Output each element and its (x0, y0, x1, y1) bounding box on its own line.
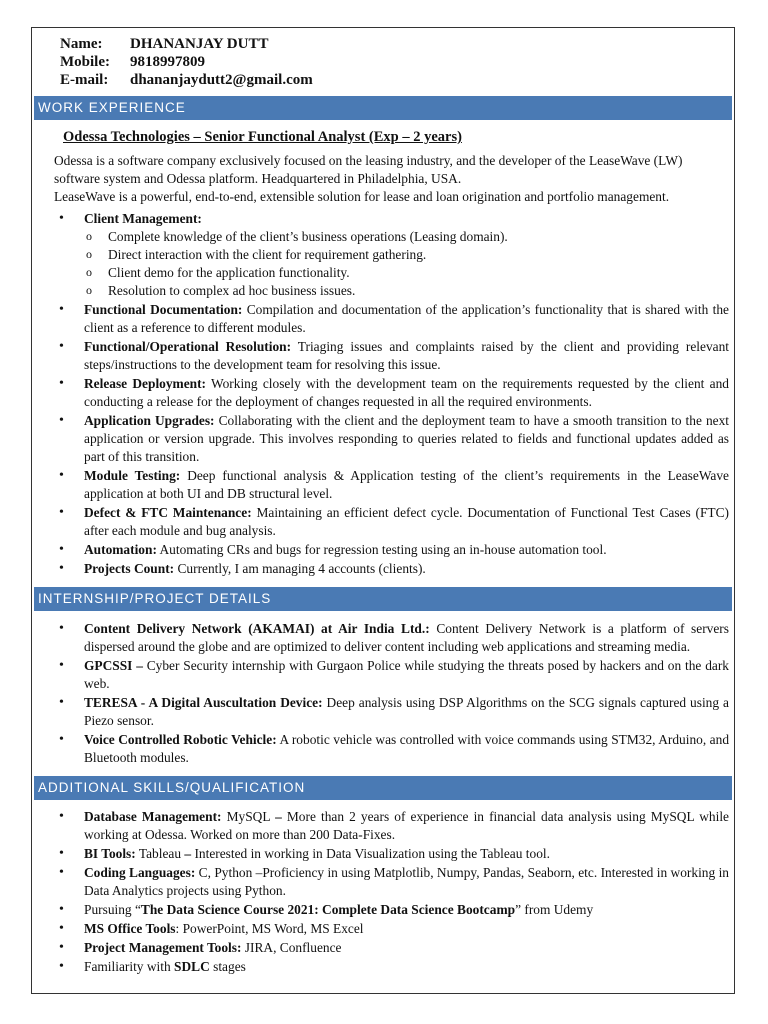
item-title: Coding Languages: (84, 865, 196, 880)
email-address: dhananjaydutt2@gmail.com (130, 72, 313, 88)
item-text: Interested in working in Data Visualization using the Tableau tool. (194, 846, 550, 861)
item-title: TERESA - A Digital Auscultation Device: (84, 695, 323, 710)
list-item (54, 808, 729, 844)
internship-section (54, 620, 729, 768)
item-text: C, Python –Proficiency in using Matplotlib, Numpy, Pandas, Seaborn, etc. Interested in working in Data Analytics projects using Python. (84, 865, 729, 898)
list-item (54, 864, 729, 900)
item-text: Automating CRs and bugs for regression testing using an in-house automation tool. (159, 542, 607, 557)
item-text: Cyber Security internship with Gurgaon Police while studying the threats posed by hackers and on the dark web. (84, 658, 729, 691)
list-item (54, 731, 729, 767)
internship-bullet-list (54, 620, 729, 767)
item-tool: MySQL (226, 809, 270, 824)
item-text: Deep functional analysis & Application testing of the client’s requirements in the LeaseWave application at both UI and DB structural level. (84, 468, 729, 501)
work-experience-heading: WORK EXPERIENCE (34, 96, 732, 120)
item-title: Voice Controlled Robotic Vehicle: (84, 732, 277, 747)
item-text: More than 2 years of experience in financial data analysis using MySQL while working at Odessa. Worked on more than 200 Data-Fixes. (84, 809, 729, 842)
mobile-number: 9818997809 (130, 54, 205, 70)
list-item (54, 920, 729, 938)
item-title: GPCSSI – (84, 658, 143, 673)
list-item (54, 620, 729, 656)
product-intro: LeaseWave is a powerful, end-to-end, extensible solution for lease and loan origination and portfolio management. (54, 189, 670, 204)
sub-item: o Resolution to complex ad hoc business issues. (84, 282, 729, 300)
sub-item: o Direct interaction with the client for requirement gathering. (84, 246, 729, 264)
item-title: Client Management: (84, 211, 202, 226)
skills-section (54, 808, 729, 977)
sub-item: o Client demo for the application functionality. (84, 264, 729, 282)
item-title: Content Delivery Network (AKAMAI) at Air India Ltd.: (84, 621, 430, 636)
item-dash: – (275, 809, 282, 824)
item-text: Compilation and documentation of the application’s functionality that is shared with the client as a reference to different modules. (84, 302, 729, 335)
skills-heading: ADDITIONAL SKILLS/QUALIFICATION (34, 776, 732, 800)
item-title: MS Office Tools (84, 921, 176, 936)
list-item (54, 560, 729, 578)
contact-block (60, 35, 313, 89)
company-intro: Odessa is a software company exclusively focused on the leasing industry, and the developer of the LeaseWave (LW) software system and Odessa platform. Headquartered in Philadelphia, USA. (54, 153, 683, 186)
list-item (54, 901, 729, 919)
list-item (54, 694, 729, 730)
item-title: Functional/Operational Resolution: (84, 339, 292, 354)
list-item (54, 338, 729, 374)
list-item (54, 541, 729, 559)
name-label: Name: (60, 36, 103, 52)
item-pre: Familiarity with (84, 959, 171, 974)
list-item (54, 412, 729, 466)
item-text: Collaborating with the client and the deployment team to have a smooth transition to the next application or version upgrade. This involves responding to queries related to fields and functional updates added as part of this transition. (84, 413, 729, 464)
item-text: Working closely with the development team on the requirements requested by the client and conducting a release for the deployment of changes requested in all the required environments. (84, 376, 729, 409)
resume-page (31, 27, 735, 994)
item-dash: – (184, 846, 192, 861)
item-title: Release Deployment: (84, 376, 207, 391)
item-title: Project Management Tools: (84, 940, 242, 955)
list-item (54, 657, 729, 693)
list-item (54, 210, 729, 300)
item-title: Functional Documentation: (84, 302, 243, 317)
item-title: Module Testing: (84, 468, 181, 483)
item-text: Currently, I am managing 4 accounts (clients). (177, 561, 426, 576)
list-item (54, 504, 729, 540)
item-title: Application Upgrades: (84, 413, 215, 428)
list-item (54, 845, 729, 863)
list-item (54, 301, 729, 337)
name-row (60, 35, 313, 53)
item-post: ” from Udemy (515, 902, 594, 917)
item-post: stages (213, 959, 246, 974)
work-bullet-list (54, 210, 729, 578)
item-title: The Data Science Course 2021: Complete Data Science Bootcamp (140, 902, 516, 917)
list-item (54, 467, 729, 503)
job-title: Odessa Technologies – Senior Functional Analyst (Exp – 2 years) (63, 129, 462, 145)
mobile-label: Mobile: (60, 54, 110, 70)
item-text: A robotic vehicle was controlled with voice commands using STM32, Arduino, and Bluetooth modules. (84, 732, 730, 765)
item-title: Projects Count: (84, 561, 175, 576)
work-experience-section (54, 128, 729, 579)
item-text: : PowerPoint, MS Word, MS Excel (175, 921, 364, 936)
list-item (54, 958, 729, 976)
list-item (54, 375, 729, 411)
item-title: Automation: (84, 542, 157, 557)
skills-bullet-list (54, 808, 729, 976)
item-text: Deep analysis using DSP Algorithms on the SCG signals captured using a Piezo sensor. (84, 695, 729, 728)
item-title: Database Management: (84, 809, 222, 824)
candidate-name: DHANANJAY DUTT (130, 36, 269, 52)
item-text: JIRA, Confluence (244, 940, 342, 955)
item-text: Content Delivery Network is a platform of servers dispersed around the globe and are optimized to deliver content including web applications and streaming media. (84, 621, 729, 654)
internship-heading: INTERNSHIP/PROJECT DETAILS (34, 587, 732, 611)
list-item (54, 939, 729, 957)
sub-item: o Complete knowledge of the client’s business operations (Leasing domain). (84, 228, 729, 246)
mobile-row (60, 53, 313, 71)
client-management-sublist (84, 228, 729, 300)
item-pre: Pursuing “ (84, 902, 141, 917)
item-text: Maintaining an efficient defect cycle. Documentation of Functional Test Cases (FTC) after each module and bug analysis. (84, 505, 729, 538)
item-title: BI Tools: (84, 846, 136, 861)
email-label: E-mail: (60, 72, 109, 88)
item-text: Triaging issues and complaints raised by the client and providing relevant steps/instructions to the development team for resolving this issue. (84, 339, 729, 372)
item-title: SDLC (174, 959, 210, 974)
email-row (60, 71, 313, 89)
item-title: Defect & FTC Maintenance: (84, 505, 252, 520)
item-tool: Tableau (138, 846, 182, 861)
